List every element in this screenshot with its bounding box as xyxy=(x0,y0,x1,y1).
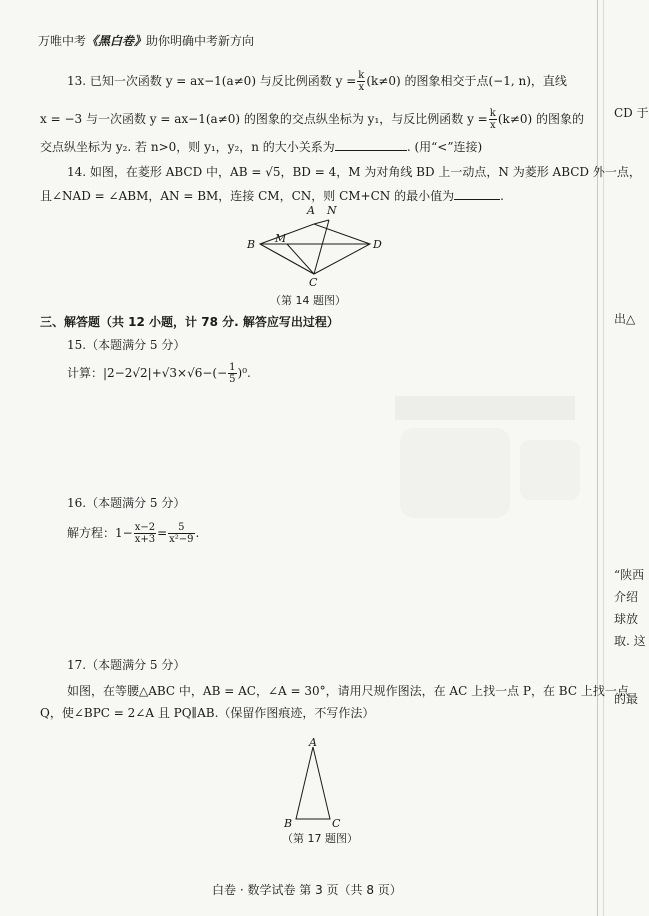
frac-numerator: k xyxy=(358,70,365,81)
next-page-fragment: 出△ xyxy=(614,312,636,326)
q14-line2-text: 且∠NAD = ∠ABM，AN = BM，连接 CM，CN，则 CM+CN 的最小值为 xyxy=(40,189,455,203)
q13-line1-text-end: (k≠0) 的图象相交于点(−1, n)，直线 xyxy=(366,74,567,88)
header-suffix: 助你明确中考新方向 xyxy=(146,34,255,48)
q15-expression-end: )⁰. xyxy=(237,366,251,380)
next-page-fragment: 取. 这 xyxy=(614,634,646,648)
bleed-through-mark xyxy=(520,440,580,500)
q16-equals-sign: = xyxy=(157,526,168,540)
frac-numerator: k xyxy=(489,108,496,119)
q17-line2: Q，使∠BPC = 2∠A 且 PQ∥AB.（保留作图痕迹，不写作法） xyxy=(40,706,375,720)
bleed-through-mark xyxy=(395,396,575,420)
q13-line3-text-end: . (用“<”连接) xyxy=(406,140,483,154)
q15-heading: 15.（本题满分 5 分） xyxy=(67,338,186,352)
q13-line1 xyxy=(67,70,567,93)
q14-label-m: M xyxy=(275,232,287,245)
q14-label-c: C xyxy=(309,276,318,289)
q17-line1: 如图，在等腰△ABC 中，AB = AC，∠A = 30°，请用尺规作图法，在 AC 上找一点 P，在 BC 上找一点 xyxy=(67,684,629,698)
q17-label-c: C xyxy=(332,817,341,830)
q14-label-d: D xyxy=(373,238,382,251)
q13-answer-blank[interactable] xyxy=(335,140,407,151)
q16-fraction-left xyxy=(134,522,156,545)
q14-figure-caption: （第 14 题图） xyxy=(270,294,346,307)
q15-expression-text: 计算：|2−2√2|+√3×√6−(− xyxy=(67,366,228,380)
segment-bc xyxy=(260,244,314,274)
q14-answer-blank[interactable] xyxy=(454,189,500,200)
page-fold-line xyxy=(597,0,598,916)
q14-rhombus-figure xyxy=(235,202,385,292)
frac-numerator: 1 xyxy=(229,362,236,373)
q17-label-a: A xyxy=(309,736,317,749)
q13-fraction-k-over-x-2 xyxy=(489,108,497,131)
header-series-title: 《黑白卷》 xyxy=(86,34,147,48)
q14-label-a: A xyxy=(307,204,315,217)
frac-denominator: x xyxy=(489,120,496,131)
q17-label-b: B xyxy=(284,817,293,830)
frac-numerator: x−2 xyxy=(134,522,156,533)
next-page-fragment: 的最 xyxy=(614,692,639,706)
bleed-through-mark xyxy=(400,428,510,518)
next-page-fragment: “陕西 xyxy=(614,568,645,582)
q17-heading: 17.（本题满分 5 分） xyxy=(67,658,186,672)
next-page-fragment: 介绍 xyxy=(614,590,639,604)
q17-triangle-figure xyxy=(280,735,350,830)
frac-denominator: x+3 xyxy=(134,534,156,545)
isosceles-triangle-abc xyxy=(296,747,330,819)
q13-line2-text: x = −3 与一次函数 y = ax−1(a≠0) 的图象的交点纵坐标为 y₁，与反比例函数 y = xyxy=(40,112,488,126)
frac-numerator: 5 xyxy=(168,522,194,534)
q13-line2-text-end: (k≠0) 的图象的 xyxy=(497,112,584,126)
q13-line3-text: 交点纵坐标为 y₂. 若 n>0，则 y₁，y₂，n 的大小关系为 xyxy=(40,140,335,154)
section-3-title: 三、解答题（共 12 小题，计 78 分. 解答应写出过程） xyxy=(40,315,339,329)
q14-line1: 14. 如图，在菱形 ABCD 中，AB = √5，BD = 4，M 为对角线 BD 上一动点，N 为菱形 ABCD 外一点， xyxy=(67,165,641,179)
q15-fraction-one-fifth xyxy=(228,362,236,385)
frac-denominator: 5 xyxy=(229,374,236,385)
q13-line1-text: 13. 已知一次函数 y = ax−1(a≠0) 与反比例函数 y = xyxy=(67,74,357,88)
q13-fraction-k-over-x xyxy=(357,70,365,93)
header-prefix: 万唯中考 xyxy=(38,34,87,48)
q16-equation xyxy=(67,522,199,545)
q13-line2 xyxy=(40,108,584,131)
segment-nc xyxy=(314,220,329,274)
next-page-fragment: CD 于 xyxy=(614,106,649,120)
q14-label-n: N xyxy=(327,204,337,217)
q16-equation-text: 解方程：1− xyxy=(67,526,133,540)
q16-fraction-right xyxy=(168,522,194,545)
segment-an xyxy=(314,220,329,224)
q16-heading: 16.（本题满分 5 分） xyxy=(67,496,186,510)
page-footer: 白卷 · 数学试卷 第 3 页（共 8 页） xyxy=(212,883,402,897)
page-header xyxy=(38,32,254,49)
frac-denominator: x²−9 xyxy=(169,534,194,545)
frac-denominator: x xyxy=(358,82,365,93)
segment-mc xyxy=(287,244,314,274)
q15-expression xyxy=(67,362,251,385)
q17-figure-caption: （第 17 题图） xyxy=(282,832,358,845)
q14-line2-end: . xyxy=(500,189,504,203)
page-fold-shadow xyxy=(603,0,604,916)
q16-equation-end: . xyxy=(195,526,200,540)
next-page-fragment: 球放 xyxy=(614,612,639,626)
q14-label-b: B xyxy=(247,238,256,251)
q13-line3 xyxy=(40,138,482,155)
